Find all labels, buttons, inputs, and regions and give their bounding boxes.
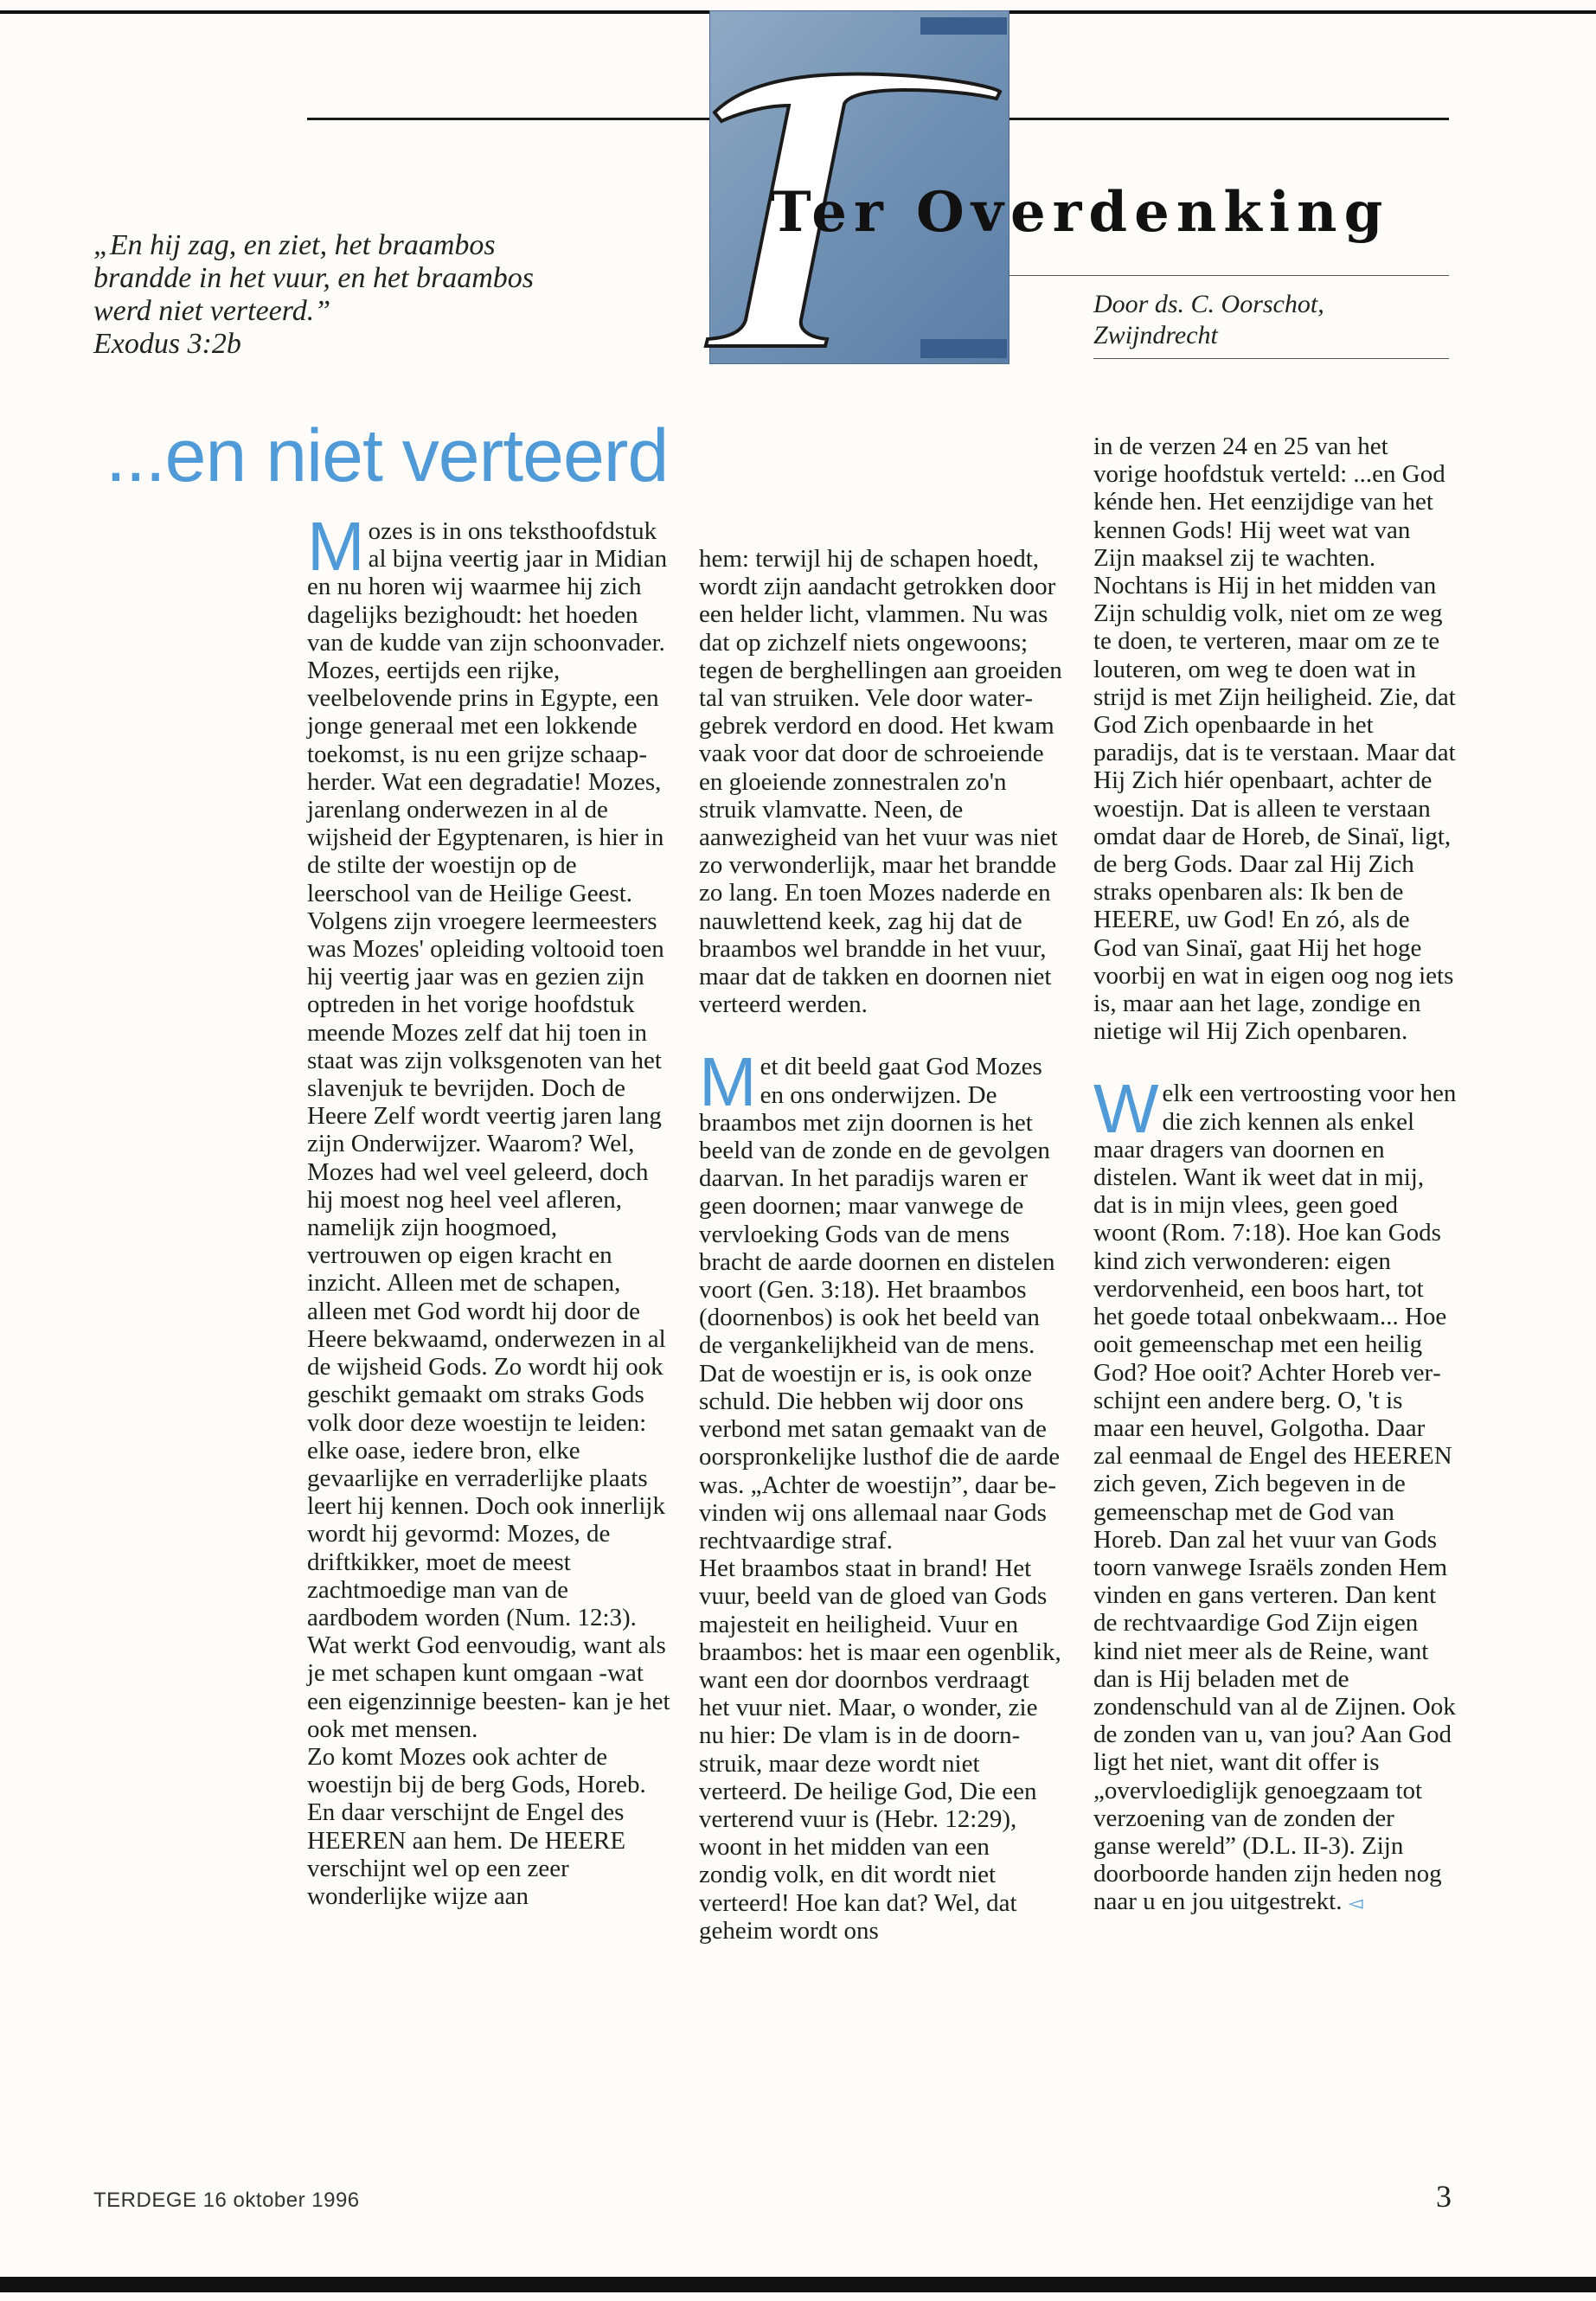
- quote-line: brandde in het vuur, en het braambos: [93, 262, 535, 294]
- dropcap: W: [1093, 1070, 1159, 1148]
- header-logo-bar-top: [920, 17, 1007, 35]
- header-rule-left: [307, 118, 709, 120]
- opening-quote: [93, 229, 630, 361]
- article-column-1: [307, 508, 670, 1910]
- byline-author: Door ds. C. Oorschot,: [1093, 290, 1324, 318]
- quote-line: werd niet verteerd.”: [93, 295, 331, 327]
- article-column-3: [1093, 433, 1457, 1918]
- paragraph: Wat werkt God eenvoudig, want als je met schapen kunt omgaan -wat een eigenzinnige beesten- kan je het ook met mensen.: [307, 1631, 670, 1743]
- page-number: 3: [1436, 2179, 1452, 2214]
- paragraph: Met dit beeld gaat God Mozes en ons onderwijzen. De braambos met zijn doornen is het beeld van de zonde en de gevolgen daarvan. In het paradijs waren er geen doornen; maar vanwege de vervloeking Gods van de mens bracht de aarde doornen en distelen voort (Gen. 3:18). Het braambos (doornenbos) is ook het beeld van de vergankelijkheid van de mens. Dat de woestijn er is, is ook onze schuld. Die hebben wij door ons verbond met satan gemaakt van de oorspronkelijke lusthof die de aarde was. „Achter de woestijn”, daar bevinden wij ons allemaal naar Gods rechtvaardige straf.: [699, 1043, 1061, 1554]
- paragraph: Het braambos staat in brand! Het vuur, beeld van de gloed van Gods majesteit en heiligheid. Vuur en braambos: het is maar een ogenblik, want een dor doornbos verdraagt het vuur niet. Maar, o wonder, zie nu hier: De vlam is in de doornstruik, maar deze wordt niet verteerd. De heilige God, Die een verterend vuur is (Hebr. 12:29), woont in het midden van een zondig volk, en dit wordt niet verteerd! Hoe kan dat? Wel, dat geheim wordt ons: [699, 1554, 1061, 1945]
- header-rule-under-title: [1008, 275, 1449, 276]
- header-rule-right: [1008, 118, 1449, 120]
- article-headline: ...en niet verteerd: [106, 414, 669, 497]
- dropcap: M: [307, 508, 365, 585]
- paragraph: Welk een vertroosting voor hen die zich kennen als enkel maar dragers van doornen en distelen. Want ik weet dat in mij, dat is in mijn vlees, geen goed woont (Rom. 7:18). Hoe kan Gods kind zich verwonderen: eigen verdorvenheid, een boos hart, tot het goede totaal onbekwaam... Hoe ooit gemeenschap met een heilig God? Hoe ooit? Achter Horeb verschijnt een andere berg. O, 't is maar een heuvel, Golgotha. Daar zal eenmaal de Engel des HEEREN zich geven, Zich begeven in de gemeenschap met de God van Horeb. Dan zal het vuur van Gods toorn vanwege Israëls zonden Hem vinden en gans verteren. Dan kent de rechtvaardige God Zijn eigen kind niet meer als de Reine, want dan is Hij beladen met de zondenschuld van al de Zijnen. Ook de zonden van u, van jou? Aan God ligt het niet, want dit offer is „overvloediglijk genoegzaam tot verzoening van de zonden der ganse wereld” (D.L. II-3). Zijn doorboorde handen zijn heden nog naar u en jou uitgestrekt. ◅: [1093, 1070, 1457, 1916]
- article-column-2: [699, 545, 1062, 1945]
- footer-publication: TERDEGE 16 oktober 1996: [93, 2189, 360, 2212]
- paragraph: in de verzen 24 en 25 van het vorige hoofdstuk verteld: ...en God kénde hen. Het eenzijdige van het kennen Gods! Hij weet wat van Zijn maaksel zij te wachten. Nochtans is Hij in het midden van Zijn schuldig volk, niet om ze weg te doen, te verteren, maar om ze te louteren, om weg te doen wat in strijd is met Zijn heiligheid. Zie, dat God Zich openbaarde in het paradijs, dat is te verstaan. Maar dat Hij Zich hiér openbaart, achter de woestijn. Dat is alleen te verstaan omdat daar de Horeb, de Sinaï, ligt, de berg Gods. Daar zal Hij Zich straks openbaren als: Ik ben de HEERE, uw God! En zó, als de God van Sinaï, gaat Hij het hoge voorbij en wat in eigen oog nog iets is, maar aan het lage, zondige en nietige wil Hij Zich openbaren.: [1093, 433, 1456, 1046]
- paragraph: Mozes is in ons teksthoofdstuk al bijna veertig jaar in Midian en nu horen wij waarmee hij zich dagelijks bezighoudt: het hoeden van de kudde van zijn schoonvader. Mozes, eertijds een rijke, veelbelovende prins in Egypte, een jonge generaal met een lokkende toekomst, is nu een grijze schaapherder. Wat een degradatie! Mozes, jarenlang onderwezen in al de wijsheid der Egyptenaren, is hier in de stilte der woestijn op de leerschool van de Heilige Geest. Volgens zijn vroegere leermeesters was Mozes' opleiding voltooid toen hij veertig jaar was en gezien zijn optreden in het vorige hoofdstuk meende Mozes zelf dat hij toen in staat was zijn volksgenoten van het slavenjuk te bevrijden. Doch de Heere Zelf wordt veertig jaren lang zijn Onderwijzer. Waarom? Wel, Mozes had wel veel geleerd, doch hij moest nog heel veel afleren, namelijk zijn hoogmoed, vertrouwen op eigen kracht en inzicht. Alleen met de schapen, alleen met God wordt hij door de Heere bekwaamd, onderwezen in al de wijsheid Gods. Zo wordt hij ook geschikt gemaakt om straks Gods volk door deze woestijn te leiden: elke oase, iedere bron, elke gevaarlijke en verraderlijke plaats leert hij kennen. Doch ook innerlijk wordt hij gevormd: Mozes, de driftkikker, moet de meest zachtmoedige man van de aardbodem worden (Num. 12:3).: [307, 508, 668, 1631]
- column-title: Ter Overdenking: [770, 180, 1390, 245]
- byline: [1093, 289, 1448, 351]
- quote-line: „En hij zag, en ziet, het braambos: [93, 229, 496, 261]
- paragraph: hem: terwijl hij de schapen hoedt, wordt zijn aandacht getrokken door een helder licht, vlammen. Nu was dat op zichzelf niets ongewoons; tegen de berghellingen aan groeiden tal van struiken. Vele door watergebrek verdord en dood. Het kwam vaak voor dat door de schroeiende en gloeiende zonnestralen zo'n struik vlamvatte. Neen, de aanwezigheid van het vuur was niet zo verwonderlijk, maar het brandde zo lang. En toen Mozes naderde en nauwlettend keek, zag hij dat de braambos wel brandde in het vuur, maar dat de takken en doornen niet verteerd werden.: [699, 545, 1062, 1019]
- bottom-border: [0, 2277, 1596, 2292]
- paragraph: Zo komt Mozes ook achter de woestijn bij de berg Gods, Horeb. En daar verschijnt de Engel des HEEREN aan hem. De HEERE verschijnt wel op een zeer wonderlijke wijze aan: [307, 1742, 646, 1910]
- quote-reference: Exodus 3:2b: [93, 328, 241, 360]
- dropcap: M: [699, 1043, 757, 1121]
- end-mark-icon: ◅: [1348, 1892, 1363, 1914]
- header-rule-under-byline: [1093, 358, 1449, 359]
- byline-location: Zwijndrecht: [1093, 321, 1218, 349]
